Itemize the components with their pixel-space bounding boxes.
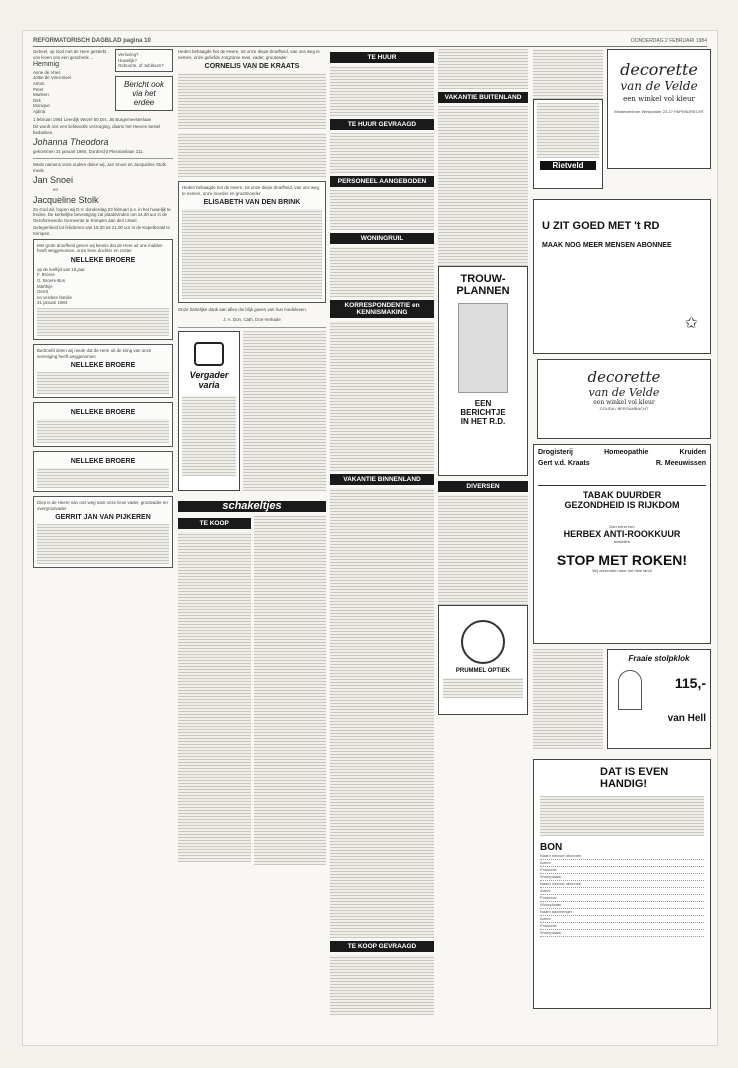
abonnee-bon-ad: DAT IS EVEN HANDIG! BON Naam nieuwe abonnee Adres Postcode Woonplaats Naam nieuwe abonnee Adres Postcode Woonplaats Naam aanbrenger Adres Postcode Woonplaats (533, 759, 711, 1009)
notice-text-1: 1 februari 1984 Leerdijk Wezel 50 Drs. JB Burgemeesterlaan Dit wordt ons een liefdevolle verzorging, daarin het Heeren bestel bedanken. (33, 116, 161, 135)
decorette-ad-2: decorette van de Velde een winkel vol kleur GOUDA / BERGAMBACHT (537, 359, 711, 439)
obit-box-5: Diep is de Heere van ons weg nam onze lieve vader, grootvader en overgrootvader GERRIT JAN VAN PIJKEREN (33, 496, 173, 568)
meeting-icon (194, 342, 224, 366)
bon-field-10[interactable]: Postcode (540, 923, 704, 930)
bon-form (540, 853, 704, 937)
glasses-icon (461, 620, 505, 664)
header-right: DONDERDAG 2 FEBRUARI 1984 (631, 37, 707, 44)
bride-name: Jacqueline Stolk (33, 194, 99, 205)
bon-field-4[interactable]: Naam nieuwe abonnee (540, 881, 704, 888)
stolpklok-ad: Fraaie stolpklok 115,- van Hell (607, 649, 711, 749)
column-classifieds-2 (438, 49, 528, 1037)
te-huur-gevraagd-head: TE HUUR GEVRAAGD (330, 119, 434, 130)
obit-brink: Heden behaagde het de Heere, tot onze diepe droefheid, van ons weg te nemen, onze moeder en grootmoeder ELISABETH VAN DEN BRINK (178, 181, 326, 303)
column-ads (533, 49, 711, 1037)
obit-box-3: NELLEKE BROERE (33, 402, 173, 447)
bericht-ad: Verloving? Huwelijk? Geboorte, of Jubileum? Bericht ook via het erdee (115, 49, 173, 117)
te-huur-head: TE HUUR (330, 52, 434, 63)
page-header (33, 35, 707, 47)
prummel-optiek-ad: PRUMMEL OPTIEK (438, 605, 528, 715)
vakantie-buitenland-head: VAKANTIE BUITENLAND (438, 92, 528, 103)
decorette-ad-1: decorette van de Velde een winkel vol kleur Winkelcentrum Westpolder 23-27 PAPENDRECHT (607, 49, 711, 169)
couple-illustration (458, 303, 508, 393)
bon-field-5[interactable]: Adres (540, 888, 704, 895)
vergader-ad: Vergader varia (178, 331, 240, 491)
groom-name: Jan Snoei (33, 175, 74, 186)
bon-field-0[interactable]: Naam nieuwe abonnee (540, 853, 704, 860)
korrespondentie-head: KORRESPONDENTIE en KENNISMAKING (330, 300, 434, 318)
vakantie-binnenland-head: VAKANTIE BINNENLAND (330, 474, 434, 485)
bon-field-9[interactable]: Adres (540, 916, 704, 923)
column-family-notices: Geheel, op God met de Here gesterkt ons leven ons een geschenk ... Hemmig Anne de Vries Jettie de Vries-Boer Anton Peter Marleen Dirk Monique Ajdina Verloving? Huwelijk? Geboorte, of Jubileum? Bericht ook via het erdee 1 februari 1984 Leerdijk Wezel 50 Drs. JB Burgemeesterlaan Dit wordt ons een liefdevolle verzorging, daarin het Heeren bestel bedanken. Johanna Theodora gekommen 31 januari 1984, Dordrecht Plesmanlaan 111. Mede namens onze ouders delen wij, Jan Snoei en Jacqueline Stolk mede Jan Snoei en Jacqueline Stolk Zo God wil, hopen wij D.V. donderdag 23 februari a.s. in het huwelijk te treden. De kerkelijke bevestiging zal plaatsvinden om 14.30 uur in de Gereformeerde Gemeente te Krimpen aan den IJssel. Gelegenheid tot feliciteren van 19.30 tot 21.00 uur in de Kapellezaal te Krimpen. Met grote droefheid geven wij kennis dat de Here uit ons midden heeft weggenomen, onze lieve dochter en zuster NELLEKE BROERE op de leeftijd van 18 jaar F. Broere G. Broere-Bos Marthije Gerrit en verdere familie 31 januari 1984 Bedroefd delen wij mede dat de Here uit de kring van onze vereniging heeft weggenomen NELLEKE BROERE NELLEKE BROERE NELLEKE BROERE Diep is de Heere van ons weg nam onze lieve vader, grootvader en overgrootvader GERRIT JAN VAN PIJKEREN (33, 49, 173, 1037)
trouwplannen-ad: TROUW- PLANNEN EEN BERICHTJE IN HET R.D. (438, 266, 528, 476)
notice-hemmig: Geheel, op God met de Here gesterkt ons leven ons een geschenk ... Hemmig Anne de Vries Jettie de Vries-Boer Anton Peter Marleen Dirk Monique Ajdina (33, 49, 107, 114)
bon-field-1[interactable]: Adres (540, 860, 704, 867)
star-icon: ✩ (684, 315, 698, 332)
signature: J. A. Don, Cath. Don-Verkade (223, 316, 281, 322)
personeel-head: PERSONEEL AANGEBODEN (330, 176, 434, 187)
bon-field-2[interactable]: Postcode (540, 867, 704, 874)
obit-kraats-name: CORNELIS VAN DE KRAATS (204, 63, 300, 71)
vergader-block (178, 331, 326, 496)
obit-box-4: NELLEKE BROERE (33, 451, 173, 492)
newspaper-page (22, 30, 718, 1046)
column-classifieds (330, 49, 434, 1037)
diversen-head: DIVERSEN (438, 481, 528, 492)
rd-abonnee-ad: U ZIT GOED MET 't RD MAAK NOG MEER MENSEN ABONNEE ✩ (533, 199, 711, 354)
rietveld-ad: Rietveld (533, 99, 603, 189)
header-left: REFORMATORISCH DAGBLAD pagina 10 (33, 37, 151, 44)
drogisterij-ad: Drogisterij Homeopathie Kruiden Gert v.d. Kraats R. Meeuwissen TABAK DUURDER GEZONDHEID IS RIJKDOM Dan eerst een HERBEX ANTI-ROOKKUUR bestellen STOP MET ROKEN! Wij verzenden door het hele land! (533, 444, 711, 644)
te-koop-gevraagd-head: TE KOOP GEVRAAGD (330, 941, 434, 952)
bon-field-8[interactable]: Naam aanbrenger (540, 909, 704, 916)
name-johanna: Johanna Theodora (33, 137, 109, 148)
bon-field-11[interactable]: Woonplaats (540, 930, 704, 937)
te-koop-head: TE KOOP (178, 518, 251, 529)
bon-field-7[interactable]: Woonplaats (540, 902, 704, 909)
column-obituaries: Heden behaagde het de Heere, tot onze diepe droefheid, van ons weg te nemen, onze geliefde zorgzame man, vader, grootvader CORNELIS VAN DE KRAATS Heden behaagde het de Heere, tot onze diepe droefheid, van ons weg te nemen, onze moeder en grootmoeder ELISABETH VAN DEN BRINK Onze hartelijke dank aan allen die blijk gaven van hun medeleven. J. A. Don, Cath. Don-Verkade Vergader varia schakeltjes TE KOOP (178, 49, 326, 1037)
woningruil-head: WONINGRUIL (330, 233, 434, 244)
schakeltjes-title: schakeltjes (178, 501, 326, 512)
clock-illustration (618, 670, 642, 710)
bon-field-3[interactable]: Woonplaats (540, 874, 704, 881)
bon-field-6[interactable]: Postcode (540, 895, 704, 902)
obit-box-2: Bedroefd delen wij mede dat de Here uit de kring van onze vereniging heeft weggenomen NELLEKE BROERE (33, 344, 173, 398)
obit-box-1: Met grote droefheid geven wij kennis dat de Here uit ons midden heeft weggenomen, onze lieve dochter en zuster NELLEKE BROERE op de leeftijd van 18 jaar F. Broere G. Broere-Bos Marthije Gerrit en verdere familie 31 januari 1984 (33, 239, 173, 340)
